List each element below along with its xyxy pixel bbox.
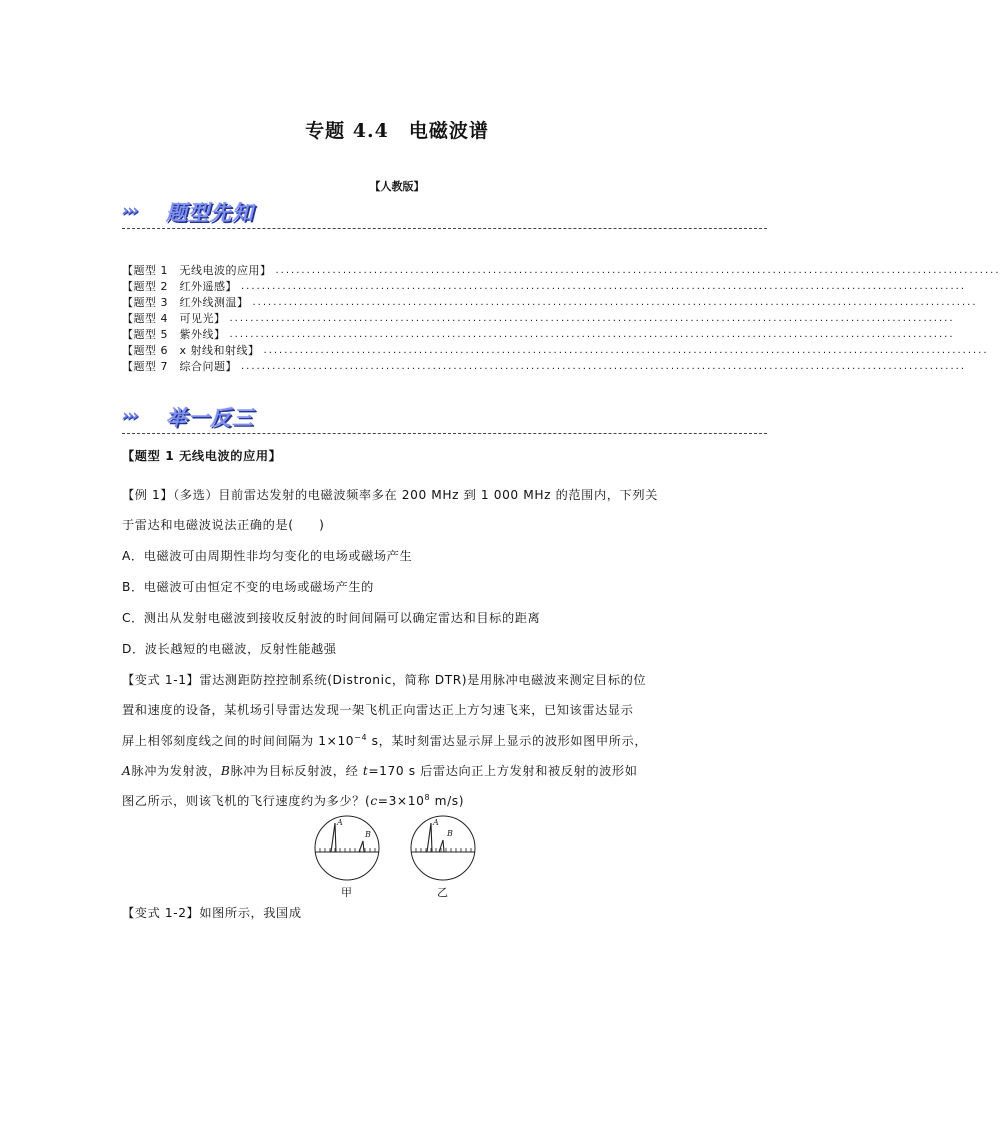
banner-title: 题型先知 bbox=[166, 200, 254, 225]
chevrons-icon: ››› bbox=[122, 201, 138, 221]
toc-item[interactable]: 【题型 5 紫外线】 ............................................................................................................................................ bbox=[122, 328, 955, 341]
dashed-divider bbox=[122, 433, 767, 434]
toc-item[interactable]: 【题型 2 红外遥感】 ............................................................................................................................................ bbox=[122, 280, 967, 293]
example-text: 【例 1】（多选）目前雷达发射的电磁波频率多在 200 MHz 到 1 000 MHz 的范围内，下列关 bbox=[122, 488, 658, 502]
dashed-divider bbox=[122, 228, 767, 229]
banner-title: 举一反三 bbox=[166, 405, 254, 430]
banner-question-types bbox=[122, 199, 767, 231]
page-title: 专题 4.4 电磁波谱 bbox=[305, 120, 489, 142]
option-b: B．电磁波可由恒定不变的电场或磁场产生的 bbox=[122, 580, 374, 594]
variant-text: A脉冲为发射波，B脉冲为目标反射波，经 t=170 s 后雷达向正上方发射和被反射的波形如 bbox=[122, 764, 638, 778]
caption-right: 乙 bbox=[437, 886, 448, 899]
svg-text:B: B bbox=[447, 829, 453, 838]
caption-left: 甲 bbox=[341, 886, 352, 899]
variant-text: 【变式 1-1】雷达测距防控控制系统(Distronic，简称 DTR)是用脉冲电磁波来测定目标的位 bbox=[122, 673, 647, 687]
option-d: D．波长越短的电磁波，反射性能越强 bbox=[122, 642, 337, 656]
toc-item[interactable]: 【题型 3 红外线测温】 ............................................................................................................................................ bbox=[122, 296, 978, 309]
variant-text: 屏上相邻刻度线之间的时间间隔为 $1\times 10^{-4}$ s，某时刻雷达显示屏上显示的波形如图甲所示， bbox=[122, 732, 648, 748]
toc-item[interactable]: 【题型 6 x 射线和射线】 ............................................................................................................................................ bbox=[122, 344, 989, 357]
variant-text: 图乙所示，则该飞机的飞行速度约为多少？($c=3\times 10^8$ m/s) bbox=[122, 792, 465, 808]
toc-item[interactable]: 【题型 7 综合问题】 ............................................................................................................................................ bbox=[122, 360, 967, 373]
banner-practice bbox=[122, 404, 767, 436]
radar-screen-left bbox=[315, 816, 379, 880]
variant-text: 【变式 1-2】如图所示，我国成 bbox=[122, 906, 302, 920]
edition-label: 【人教版】 bbox=[369, 180, 425, 193]
option-a: A．电磁波可由周期性非均匀变化的电场或磁场产生 bbox=[122, 549, 413, 563]
section-heading: 【题型 1 无线电波的应用】 bbox=[122, 449, 282, 463]
toc-item[interactable]: 【题型 4 可见光】 ............................................................................................................................................ bbox=[122, 312, 955, 325]
toc-item[interactable]: 【题型 1 无线电波的应用】 ............................................................................................................................................ bbox=[122, 264, 1001, 277]
radar-screen-right bbox=[411, 816, 475, 880]
svg-text:A: A bbox=[433, 818, 439, 827]
svg-text:B: B bbox=[365, 830, 371, 839]
example-text: 于雷达和电磁波说法正确的是( ) bbox=[122, 518, 325, 532]
chevrons-icon: ››› bbox=[122, 406, 138, 426]
option-c: C．测出从发射电磁波到接收反射波的时间间隔可以确定雷达和目标的距离 bbox=[122, 611, 541, 625]
table-of-contents bbox=[122, 262, 1001, 374]
radar-figure bbox=[314, 808, 514, 903]
svg-text:A: A bbox=[337, 818, 343, 827]
variant-text: 置和速度的设备，某机场引导雷达发现一架飞机正向雷达正上方匀速飞来，已知该雷达显示 bbox=[122, 703, 634, 717]
